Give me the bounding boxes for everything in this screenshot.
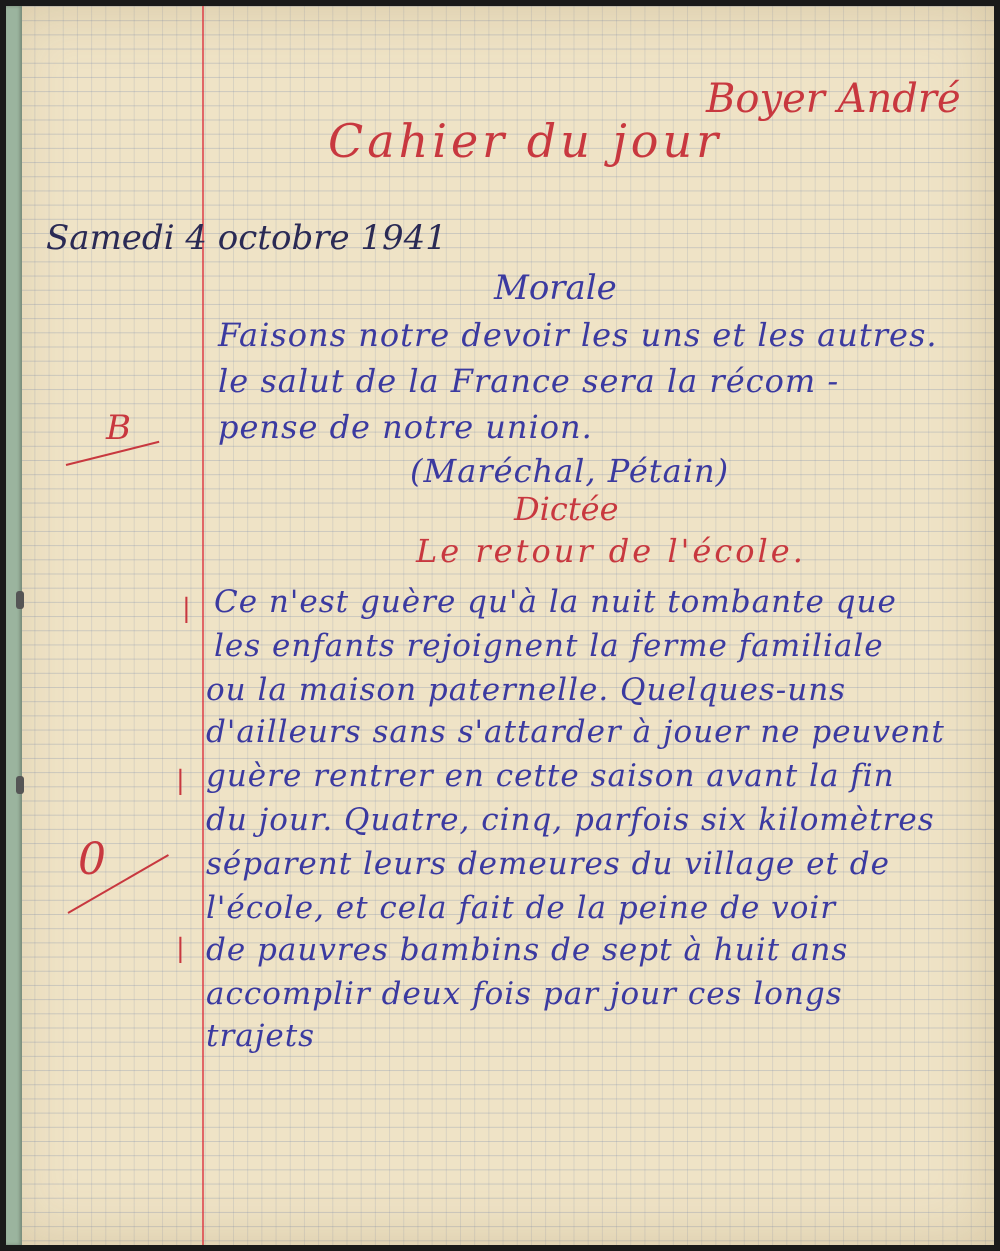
margin-line — [202, 6, 204, 1245]
grade-dictee: 0 — [78, 834, 106, 885]
binding-staple — [16, 776, 24, 794]
dictee-line: Ce n'est guère qu'à la nuit tombante que — [214, 584, 897, 620]
error-tick: | — [176, 934, 185, 964]
notebook-cover-edge — [6, 6, 22, 1245]
morale-line: Faisons notre devoir les uns et les autres. — [218, 316, 938, 354]
error-tick: | — [176, 766, 185, 796]
notebook-title: Cahier du jour — [328, 114, 723, 168]
dictee-line: l'école, et cela fait de la peine de voir — [206, 890, 837, 926]
dictee-line: ou la maison paternelle. Quelques-uns — [206, 672, 847, 708]
notebook-page — [6, 6, 994, 1245]
grade-morale: B — [106, 408, 131, 448]
morale-line: pense de notre union. — [218, 408, 593, 446]
dictee-line: les enfants rejoignent la ferme familiale — [214, 628, 884, 664]
dictee-line: d'ailleurs sans s'attarder à jouer ne peuvent — [206, 714, 945, 750]
dictee-line: de pauvres bambins de sept à huit ans — [206, 932, 849, 968]
student-name: Boyer André — [706, 76, 961, 122]
binding-staple — [16, 591, 24, 609]
dictee-heading: Dictée — [514, 490, 619, 528]
dictee-line: trajets — [206, 1018, 316, 1054]
dictee-line: accomplir deux fois par jour ces longs — [206, 976, 843, 1012]
dictee-title: Le retour de l'école. — [416, 532, 806, 570]
dictee-line: séparent leurs demeures du village et de — [206, 846, 890, 882]
dictee-line: guère rentrer en cette saison avant la fin — [206, 758, 895, 794]
morale-attribution: (Maréchal, Pétain) — [410, 452, 730, 490]
dictee-line: du jour. Quatre, cinq, parfois six kilomètres — [206, 802, 935, 838]
error-tick: | — [182, 594, 191, 624]
entry-date: Samedi 4 octobre 1941 — [46, 218, 447, 258]
morale-line: le salut de la France sera la récom - — [218, 362, 840, 400]
morale-heading: Morale — [494, 268, 617, 308]
